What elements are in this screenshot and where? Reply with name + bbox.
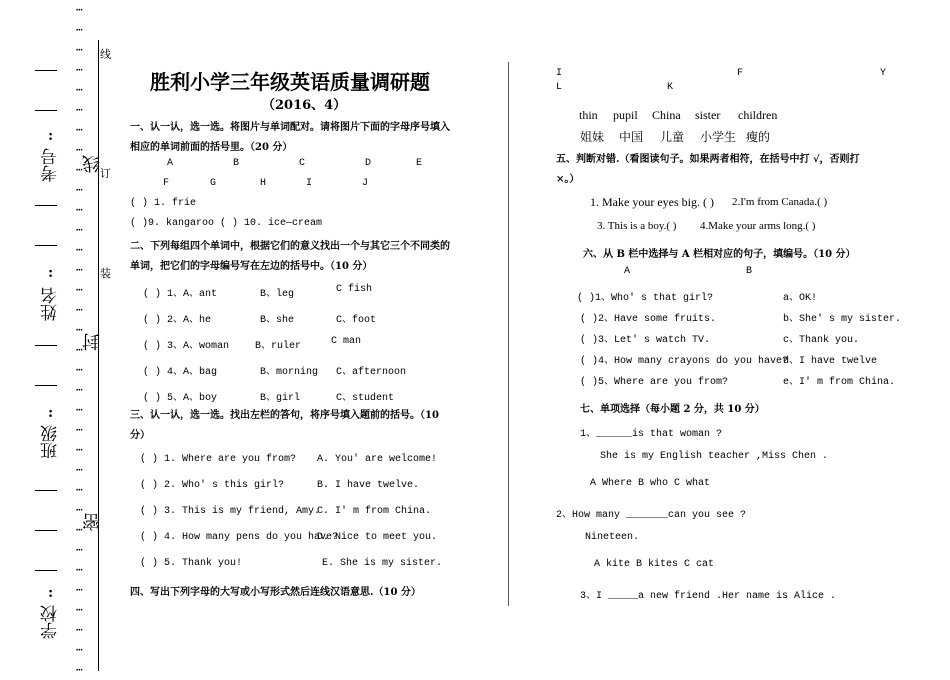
s2-row-2[interactable]: ( ) 2、A、he <box>143 315 212 326</box>
section3-heading: 三、认一认，选一选。找出左栏的答句，将序号填入题前的括号。（10 <box>130 410 439 421</box>
field-label-xingming: 姓名 <box>41 287 61 321</box>
s3-answer-a: A. You' are welcome! <box>317 454 438 465</box>
binding-colon: : <box>48 128 54 144</box>
binding-seal-feng: 封 <box>82 333 103 351</box>
s4-meaning: 儿童 <box>660 130 685 144</box>
section4-heading: 四、写出下列字母的大写或小写形式然后连线汉语意思.（10 分） <box>130 587 421 598</box>
s6-question-1[interactable]: ( )1、Who' s that girl? <box>577 293 714 304</box>
s2-row-1[interactable]: ( ) 1、A、ant <box>143 289 218 300</box>
s2-option-b: B、she <box>260 315 295 326</box>
s6-question-3[interactable]: ( )3、Let' s watch TV. <box>580 335 711 346</box>
s7-q1-context: She is my English teacher ,Miss Chen . <box>600 451 829 462</box>
s5-item-3[interactable]: 3. This is a boy.( ) <box>597 220 677 232</box>
field-label-kaohao: 考号 <box>41 148 61 182</box>
s2-option-b: B、ruler <box>255 341 302 352</box>
s5-item-4[interactable]: 4.Make your arms long.( ) <box>700 220 816 232</box>
binding-colon: : <box>48 265 54 281</box>
binding-colon: : <box>48 585 54 601</box>
s2-option-b: B、morning <box>260 367 319 378</box>
section3-heading-cont: 分） <box>130 430 150 441</box>
s5-item-1[interactable]: 1. Make your eyes big. ( ) <box>590 195 714 209</box>
column-divider <box>508 62 509 606</box>
section6-heading: 六、从 B 栏中选择与 A 栏相对应的句子，填编号。（10 分） <box>583 249 856 260</box>
s3-answer-e: E. She is my sister. <box>322 558 443 569</box>
picture-letter: G <box>210 178 217 189</box>
picture-letter: E <box>416 158 423 169</box>
section1-heading-cont: 相应的单词前面的括号里。（20 分） <box>130 142 293 153</box>
s4-word: China <box>652 108 681 122</box>
s4-meaning: 姐妹 <box>580 130 605 144</box>
section1-heading: 一、认一认，选一选。将图片与单词配对。请将图片下面的字母序号填入 <box>130 122 450 133</box>
s2-option-c: C、foot <box>336 315 377 326</box>
section5-heading: 五、判断对错.（看图读句子。如果两者相符，在括号中打 √，否则打 <box>556 154 860 165</box>
s1-item-1[interactable]: ( ) 1. frie <box>130 198 197 209</box>
page-title: 胜利小学三年级英语质量调研题 <box>150 70 430 94</box>
s6-question-2[interactable]: ( )2、Have some fruits. <box>580 314 717 325</box>
field-label-banji: 班级 <box>41 425 61 459</box>
s6-column-b-header: B <box>746 266 753 277</box>
s4-letter: K <box>667 82 674 93</box>
s3-answer-c: C. I' m from China. <box>317 506 432 517</box>
s2-option-c: C、student <box>336 393 395 404</box>
s4-letter: Y <box>880 68 887 79</box>
picture-letter: D <box>365 158 372 169</box>
binding-colon: : <box>48 405 54 421</box>
s2-row-5[interactable]: ( ) 5、A、boy <box>143 393 218 404</box>
s4-letter: I <box>556 68 563 79</box>
section5-heading-cont: ×。） <box>556 174 580 185</box>
section2-heading: 二、下列每组四个单词中，根据它们的意义找出一个与其它三个不同类的 <box>130 241 450 252</box>
s6-question-5[interactable]: ( )5、Where are you from? <box>580 377 729 388</box>
picture-letter: I <box>306 178 313 189</box>
s4-word: thin <box>579 108 598 122</box>
s6-answer-b: b、She' s my sister. <box>783 314 902 325</box>
s6-answer-d: d、I have twelve <box>783 356 878 367</box>
binding-char-xian: 线 <box>100 48 111 61</box>
s4-letter: F <box>737 68 744 79</box>
binding-char-zhuang: 装 <box>100 267 111 280</box>
s7-question-3[interactable]: 3、I _____a new friend .Her name is Alice . <box>580 591 837 602</box>
binding-seal-mi: 密 <box>82 513 103 531</box>
s7-question-1[interactable]: 1、______is that woman ? <box>580 429 723 440</box>
picture-letter: C <box>299 158 306 169</box>
s6-column-a-header: A <box>624 266 631 277</box>
s2-option-c: C fish <box>336 284 373 295</box>
s2-option-b: B、leg <box>260 289 295 300</box>
field-label-xuexiao: 学校 <box>41 605 61 639</box>
binding-margin <box>0 0 112 676</box>
picture-letter: F <box>163 178 170 189</box>
s7-question-2[interactable]: 2、How many _______can you see ? <box>556 510 747 521</box>
s3-answer-b: B. I have twelve. <box>317 480 420 491</box>
s4-meaning: 瘦的 <box>746 130 771 144</box>
s2-row-3[interactable]: ( ) 3、A、woman <box>143 341 230 352</box>
s3-question-5[interactable]: ( ) 5. Thank you! <box>140 558 243 569</box>
page-subtitle: （2016、4） <box>262 98 347 113</box>
s4-word: sister <box>695 108 721 122</box>
s2-row-4[interactable]: ( ) 4、A、bag <box>143 367 218 378</box>
picture-letter: A <box>167 158 174 169</box>
section7-heading: 七、单项选择（每小题 2 分，共 10 分） <box>580 404 765 415</box>
picture-letter: H <box>260 178 267 189</box>
s6-answer-a: a、OK! <box>783 293 818 304</box>
s7-q2-context: Nineteen. <box>585 532 640 543</box>
s7-q2-options[interactable]: A kite B kites C cat <box>594 559 715 570</box>
s5-item-2[interactable]: 2.I'm from Canada.( ) <box>732 196 828 208</box>
s6-answer-c: c、Thank you. <box>783 335 860 346</box>
s4-letter: L <box>556 82 563 93</box>
s4-word: pupil <box>613 108 638 122</box>
s7-q1-options[interactable]: A Where B who C what <box>590 478 711 489</box>
s2-option-c: C、afternoon <box>336 367 407 378</box>
s1-item-9-10[interactable]: ( )9. kangaroo ( ) 10. ice—cream <box>130 218 323 229</box>
s2-option-b: B、girl <box>260 393 301 404</box>
s3-question-3[interactable]: ( ) 3. This is my friend, Amy. <box>140 506 321 517</box>
binding-seal-xian-large: 线 <box>82 155 103 173</box>
binding-dotted-line: ⋯ ⋯ ⋯ ⋯ ⋯ ⋯ ⋯ ⋯ ⋯ ⋯ ⋯ ⋯ ⋯ ⋯ ⋯ ⋯ ⋯ ⋯ ⋯ ⋯ ⋯ ⋯ ⋯ ⋯ ⋯ ⋯ ⋯ ⋯ ⋯ ⋯ ⋯ ⋯ ⋯ ⋯ <box>76 3 84 676</box>
s3-answer-d: D. Nice to meet you. <box>317 532 438 543</box>
binding-char-ding: 订 <box>100 167 111 180</box>
s4-meaning: 中国 <box>619 130 644 144</box>
picture-letter: J <box>362 178 369 189</box>
s6-question-4[interactable]: ( )4、How many crayons do you have? <box>580 356 789 367</box>
s6-answer-e: e、I' m from China. <box>783 377 896 388</box>
s2-option-c: C man <box>331 336 362 347</box>
picture-letter: B <box>233 158 240 169</box>
s4-meaning: 小学生 <box>700 130 737 144</box>
s3-question-4[interactable]: ( ) 4. How many pens do you have? <box>140 532 339 543</box>
binding-vertical-rule <box>98 40 99 671</box>
s3-question-2[interactable]: ( ) 2. Who' s this girl? <box>140 480 285 491</box>
section2-heading-cont: 单词，把它们的字母编号写在左边的括号中。（10 分） <box>130 261 373 272</box>
s3-question-1[interactable]: ( ) 1. Where are you from? <box>140 454 297 465</box>
s4-word: children <box>738 108 778 122</box>
